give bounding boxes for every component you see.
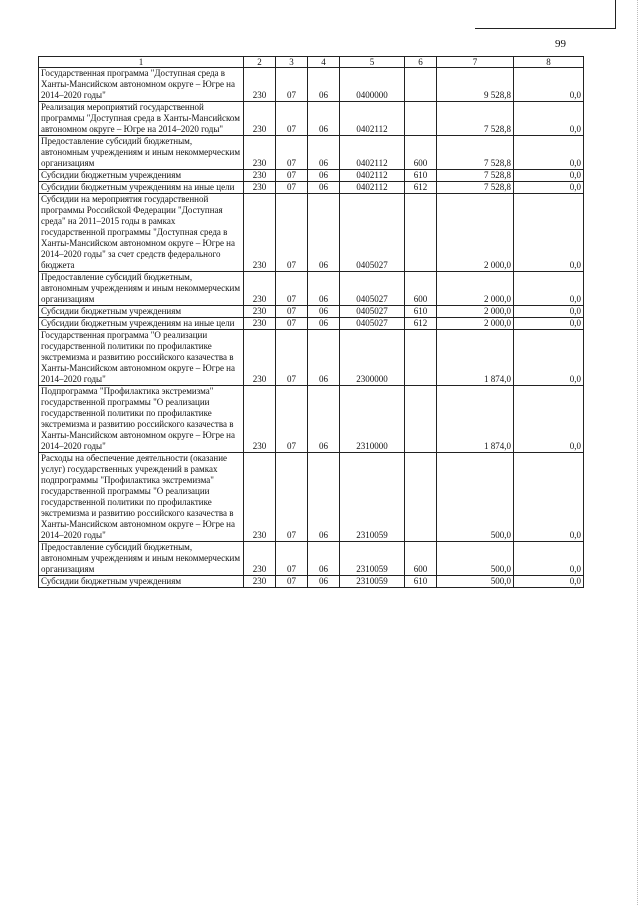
- table-row: [39, 576, 584, 588]
- row-amount-cell: 0,0: [514, 576, 584, 588]
- row-expense-type-cell: 610: [405, 576, 437, 588]
- row-section-cell: 07: [276, 136, 308, 170]
- row-amount-cell: 2 000,0: [437, 318, 514, 330]
- row-code-cell: 230: [244, 194, 276, 272]
- row-name-cell: Предоставление субсидий бюджетным, автономным учреждениям и иным некоммерческим организациям: [39, 136, 244, 170]
- row-expense-type-cell: [405, 386, 437, 453]
- row-amount-cell: 0,0: [514, 453, 584, 542]
- row-amount-cell: 2 000,0: [437, 272, 514, 306]
- row-target-article-cell: 2300000: [340, 330, 405, 386]
- column-header: 3: [276, 57, 308, 68]
- row-name-cell: Государственная программа "О реализации государственной политики по профилактике экстремизма и развитию российского казачества в Ханты-Мансийском автономном округе – Югре на 2014–2020 годы": [39, 330, 244, 386]
- row-target-article-cell: 0405027: [340, 306, 405, 318]
- row-amount-cell: 7 528,8: [437, 182, 514, 194]
- row-section-cell: 07: [276, 542, 308, 576]
- row-amount-cell: 0,0: [514, 272, 584, 306]
- row-code-cell: 230: [244, 170, 276, 182]
- row-expense-type-cell: [405, 330, 437, 386]
- row-amount-cell: 0,0: [514, 102, 584, 136]
- row-amount-cell: 0,0: [514, 386, 584, 453]
- row-section-cell: 07: [276, 330, 308, 386]
- row-name-cell: Субсидии бюджетным учреждениям на иные цели: [39, 182, 244, 194]
- table-body: [39, 68, 584, 588]
- row-expense-type-cell: [405, 102, 437, 136]
- table-row: [39, 136, 584, 170]
- row-section-cell: 07: [276, 170, 308, 182]
- row-amount-cell: 7 528,8: [437, 136, 514, 170]
- row-section-cell: 07: [276, 102, 308, 136]
- row-code-cell: 230: [244, 386, 276, 453]
- row-name-cell: Субсидии бюджетным учреждениям: [39, 576, 244, 588]
- table-row: [39, 542, 584, 576]
- row-amount-cell: 0,0: [514, 306, 584, 318]
- row-code-cell: 230: [244, 542, 276, 576]
- row-code-cell: 230: [244, 182, 276, 194]
- row-code-cell: 230: [244, 272, 276, 306]
- row-name-cell: Государственная программа "Доступная среда в Ханты-Мансийском автономном округе – Югре на 2014–2020 годы": [39, 68, 244, 102]
- table-row: [39, 194, 584, 272]
- row-name-cell: Предоставление субсидий бюджетным, автономным учреждениям и иным некоммерческим организациям: [39, 542, 244, 576]
- row-amount-cell: 1 874,0: [437, 330, 514, 386]
- row-code-cell: 230: [244, 68, 276, 102]
- row-amount-cell: 0,0: [514, 136, 584, 170]
- row-expense-type-cell: 612: [405, 318, 437, 330]
- row-subsection-cell: 06: [308, 68, 340, 102]
- row-subsection-cell: 06: [308, 576, 340, 588]
- row-amount-cell: 500,0: [437, 542, 514, 576]
- row-code-cell: 230: [244, 318, 276, 330]
- row-expense-type-cell: 610: [405, 170, 437, 182]
- row-amount-cell: 0,0: [514, 330, 584, 386]
- scan-edge: [634, 0, 638, 905]
- row-amount-cell: 1 874,0: [437, 386, 514, 453]
- row-section-cell: 07: [276, 306, 308, 318]
- row-section-cell: 07: [276, 182, 308, 194]
- table-row: [39, 453, 584, 542]
- row-section-cell: 07: [276, 194, 308, 272]
- row-target-article-cell: 0402112: [340, 136, 405, 170]
- row-name-cell: Подпрограмма "Профилактика экстремизма" государственной программы "О реализации государственной политики по профилактике экстремизма и развитию российского казачества в Ханты-Мансийском автономном округе – Югре на 2014–2020 годы": [39, 386, 244, 453]
- row-expense-type-cell: 600: [405, 136, 437, 170]
- column-header: 5: [340, 57, 405, 68]
- row-amount-cell: 0,0: [514, 68, 584, 102]
- row-amount-cell: 0,0: [514, 542, 584, 576]
- row-expense-type-cell: 610: [405, 306, 437, 318]
- row-subsection-cell: 06: [308, 453, 340, 542]
- row-amount-cell: 7 528,8: [437, 170, 514, 182]
- row-code-cell: 230: [244, 576, 276, 588]
- row-amount-cell: 0,0: [514, 182, 584, 194]
- row-subsection-cell: 06: [308, 194, 340, 272]
- row-name-cell: Субсидии бюджетным учреждениям на иные цели: [39, 318, 244, 330]
- row-code-cell: 230: [244, 136, 276, 170]
- row-subsection-cell: 06: [308, 542, 340, 576]
- row-target-article-cell: 0402112: [340, 182, 405, 194]
- column-header: 1: [39, 57, 244, 68]
- row-code-cell: 230: [244, 330, 276, 386]
- row-subsection-cell: 06: [308, 386, 340, 453]
- table-row: [39, 170, 584, 182]
- row-name-cell: Расходы на обеспечение деятельности (оказание услуг) государственных учреждений в рамках подпрограммы "Профилактика экстремизма" государственной программы "О реализации государственной политики по профилактике экстремизма и развитию российского казачества в Ханты-Мансийском автономном округе – Югре на 2014–2020 годы": [39, 453, 244, 542]
- budget-table: [38, 56, 584, 588]
- table-row: [39, 318, 584, 330]
- row-subsection-cell: 06: [308, 102, 340, 136]
- row-target-article-cell: 0405027: [340, 194, 405, 272]
- table-row: [39, 182, 584, 194]
- row-amount-cell: 0,0: [514, 318, 584, 330]
- row-expense-type-cell: 612: [405, 182, 437, 194]
- row-subsection-cell: 06: [308, 136, 340, 170]
- row-amount-cell: 500,0: [437, 576, 514, 588]
- table-row: [39, 330, 584, 386]
- row-name-cell: Предоставление субсидий бюджетным, автономным учреждениям и иным некоммерческим организациям: [39, 272, 244, 306]
- row-code-cell: 230: [244, 102, 276, 136]
- row-amount-cell: 7 528,8: [437, 102, 514, 136]
- column-header: 4: [308, 57, 340, 68]
- scan-corner-mark: [475, 0, 616, 29]
- row-amount-cell: 500,0: [437, 453, 514, 542]
- column-header: 7: [437, 57, 514, 68]
- row-subsection-cell: 06: [308, 318, 340, 330]
- row-section-cell: 07: [276, 386, 308, 453]
- row-target-article-cell: 2310059: [340, 453, 405, 542]
- row-subsection-cell: 06: [308, 306, 340, 318]
- row-amount-cell: 2 000,0: [437, 194, 514, 272]
- row-code-cell: 230: [244, 453, 276, 542]
- row-target-article-cell: 2310059: [340, 542, 405, 576]
- column-header: 8: [514, 57, 584, 68]
- row-expense-type-cell: [405, 68, 437, 102]
- row-name-cell: Реализация мероприятий государственной программы "Доступная среда в Ханты-Мансийском автономном округе – Югре на 2014–2020 годы": [39, 102, 244, 136]
- row-code-cell: 230: [244, 306, 276, 318]
- row-target-article-cell: 0402112: [340, 102, 405, 136]
- row-subsection-cell: 06: [308, 182, 340, 194]
- row-expense-type-cell: 600: [405, 542, 437, 576]
- row-expense-type-cell: [405, 194, 437, 272]
- row-amount-cell: 0,0: [514, 194, 584, 272]
- row-name-cell: Субсидии бюджетным учреждениям: [39, 306, 244, 318]
- row-subsection-cell: 06: [308, 272, 340, 306]
- row-name-cell: Субсидии на мероприятия государственной программы Российской Федерации "Доступная среда" на 2011–2015 годы в рамках государственной программы "Доступная среда в Ханты-Мансийском автономном округе – Югре на 2014–2020 годы" за счет средств федерального бюджета: [39, 194, 244, 272]
- row-target-article-cell: 0405027: [340, 318, 405, 330]
- row-section-cell: 07: [276, 68, 308, 102]
- row-target-article-cell: 0400000: [340, 68, 405, 102]
- row-section-cell: 07: [276, 272, 308, 306]
- table-row: [39, 306, 584, 318]
- table-row: [39, 272, 584, 306]
- row-expense-type-cell: 600: [405, 272, 437, 306]
- row-section-cell: 07: [276, 318, 308, 330]
- row-target-article-cell: 2310000: [340, 386, 405, 453]
- row-amount-cell: 0,0: [514, 170, 584, 182]
- table-row: [39, 68, 584, 102]
- row-target-article-cell: 0405027: [340, 272, 405, 306]
- table-row: [39, 102, 584, 136]
- row-expense-type-cell: [405, 453, 437, 542]
- row-name-cell: Субсидии бюджетным учреждениям: [39, 170, 244, 182]
- column-header: 6: [405, 57, 437, 68]
- table-row: [39, 386, 584, 453]
- row-target-article-cell: 2310059: [340, 576, 405, 588]
- column-header: 2: [244, 57, 276, 68]
- page-number: 99: [555, 38, 566, 50]
- row-section-cell: 07: [276, 576, 308, 588]
- row-subsection-cell: 06: [308, 170, 340, 182]
- row-subsection-cell: 06: [308, 330, 340, 386]
- row-target-article-cell: 0402112: [340, 170, 405, 182]
- row-section-cell: 07: [276, 453, 308, 542]
- table-header-row: [39, 57, 584, 68]
- row-amount-cell: 2 000,0: [437, 306, 514, 318]
- row-amount-cell: 9 528,8: [437, 68, 514, 102]
